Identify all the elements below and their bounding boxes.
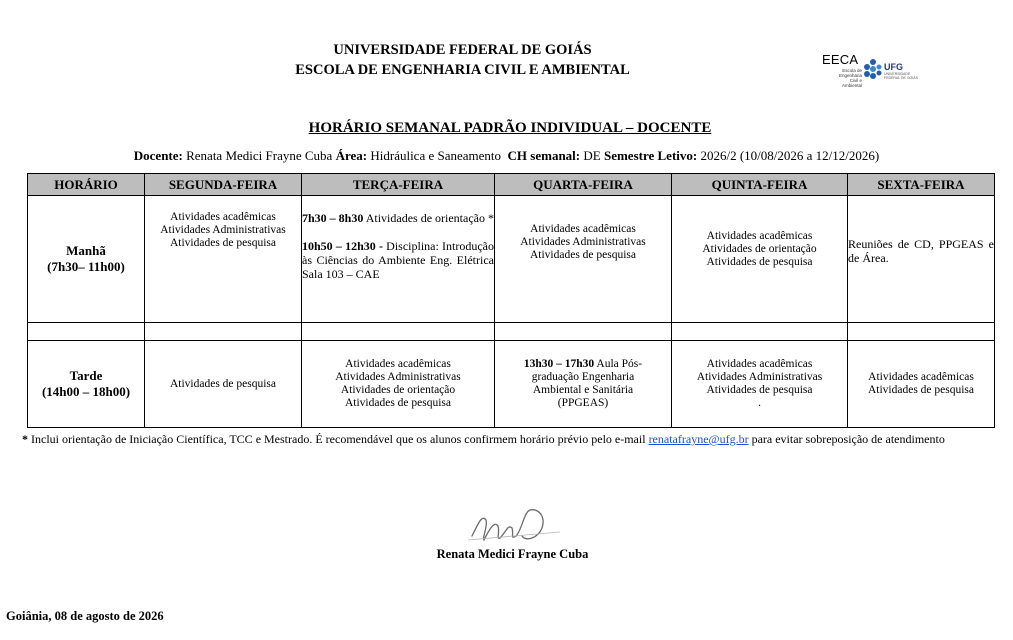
period-tarde-time: (14h00 – 18h00): [41, 384, 131, 399]
document-title: HORÁRIO SEMANAL PADRÃO INDIVIDUAL – DOCENTE: [308, 120, 712, 136]
cell-manha-segunda: [145, 196, 302, 323]
docente-name: Renata Medici Frayne Cuba: [186, 148, 333, 163]
cell-manha-quinta: [672, 196, 848, 323]
header-quinta: QUINTA-FEIRA: [672, 174, 848, 196]
header-segunda: SEGUNDA-FEIRA: [145, 174, 302, 196]
cell-tarde-segunda: [145, 341, 302, 428]
activity-line: Atividades Administrativas: [160, 224, 286, 236]
activity-line: Atividades de orientação: [340, 384, 456, 396]
footnote-star: *: [22, 432, 28, 446]
eeca-logo-text: EECA: [822, 52, 859, 67]
ch-label: CH semanal:: [507, 148, 581, 163]
period-manha-time: (7h30– 11h00): [47, 259, 125, 274]
period-manha: [28, 196, 145, 323]
footnote-text-end: para evitar sobreposição de atendimento: [751, 432, 945, 446]
activity-line: Atividades acadêmicas: [706, 230, 813, 242]
signature-name: Renata Medici Frayne Cuba: [436, 547, 589, 561]
activity-line: Atividades acadêmicas: [345, 358, 451, 370]
slot-time: 7h30 – 8h30: [302, 211, 364, 225]
table-row-manha: [28, 196, 995, 323]
activity-line: Atividades de pesquisa: [867, 384, 975, 396]
cell-manha-sexta: [848, 196, 995, 323]
slot-time: 10h50 – 12h30 -: [302, 239, 383, 253]
activity-line: Atividades de orientação: [702, 243, 817, 255]
activity-line: Atividades de pesquisa: [169, 237, 277, 249]
university-name: UNIVERSIDADE FEDERAL DE GOIÁS: [333, 42, 592, 58]
activity-line: Atividades de pesquisa: [706, 256, 813, 268]
period-tarde: [28, 341, 145, 428]
slot-time: 13h30 – 17h30: [523, 358, 595, 370]
slot-text: Disciplina: Introdução às Ciências do Ambiente Eng. Elétrica Sala 103 – CAE: [302, 239, 494, 281]
docente-info-line: [0, 148, 1013, 164]
area-value: Hidráulica e Saneamento: [370, 148, 502, 163]
area-label: Área:: [335, 148, 368, 163]
activity-line: Atividades Administrativas: [520, 236, 646, 248]
footnote: [22, 431, 1007, 448]
activity-line: Reuniões de CD, PPGEAS e de Área.: [848, 237, 994, 265]
school-name: ESCOLA DE ENGENHARIA CIVIL E AMBIENTAL: [295, 62, 630, 78]
activity-line: (PPGEAS): [557, 397, 609, 409]
activity-line: Atividades acadêmicas: [868, 371, 974, 383]
email-link[interactable]: renatafrayne@ufg.br: [648, 432, 749, 446]
activity-line: Atividades de pesquisa: [706, 384, 813, 396]
ch-value: DE: [583, 148, 601, 163]
header-sexta: SEXTA-FEIRA: [848, 174, 995, 196]
activity-line: Atividades acadêmicas: [170, 211, 276, 223]
activity-line: Atividades de pesquisa: [344, 397, 452, 409]
terca-slot-1: [302, 211, 494, 225]
period-manha-label: Manhã: [66, 243, 106, 258]
activity-line: Atividades Administrativas: [335, 371, 461, 383]
activity-line: Atividades de pesquisa: [529, 249, 637, 261]
terca-slot-2: [302, 239, 494, 281]
ufg-emblem-icon: [862, 58, 884, 80]
ufg-logo-subtitle: UNIVERSIDADE FEDERAL DE GOIÁS: [884, 72, 918, 80]
eeca-logo-subtitle: Escola de Engenharia Civil e Ambiental: [838, 68, 862, 88]
header-quarta: QUARTA-FEIRA: [495, 174, 672, 196]
footnote-text: Inclui orientação de Iniciação Científica, TCC e Mestrado. É recomendável que os alunos confirmem horário prévio pelo e-mail: [31, 432, 646, 446]
cell-tarde-quinta: [672, 341, 848, 428]
activity-line: Atividades de pesquisa: [169, 377, 277, 390]
schedule-table: [27, 173, 995, 428]
signature-image: [464, 502, 574, 548]
header-horario: HORÁRIO: [28, 174, 145, 196]
activity-line: Atividades acadêmicas: [530, 223, 636, 235]
quarta-slot: [495, 358, 671, 371]
activity-line: Atividades acadêmicas: [706, 358, 813, 370]
cell-manha-quarta: [495, 196, 672, 323]
cell-manha-terca: [302, 196, 495, 323]
table-row-tarde: [28, 341, 995, 428]
cell-tarde-terca: [302, 341, 495, 428]
semestre-label: Semestre Letivo:: [603, 148, 698, 163]
table-row-spacer: [28, 323, 995, 341]
activity-line: Ambiental e Sanitária: [532, 384, 634, 396]
eeca-ufg-logo: [822, 52, 922, 88]
activity-line: .: [758, 397, 761, 409]
slot-text: Atividades de orientação *: [365, 211, 494, 225]
activity-line: Atividades Administrativas: [696, 371, 823, 383]
slot-text: Aula Pós-: [596, 358, 643, 370]
header-terca: TERÇA-FEIRA: [302, 174, 495, 196]
cell-tarde-quarta: [495, 341, 672, 428]
period-tarde-label: Tarde: [69, 368, 103, 383]
docente-label: Docente:: [133, 148, 183, 163]
place-date: Goiânia, 08 de agosto de 2026: [6, 609, 164, 623]
activity-line: graduação Engenharia: [531, 371, 635, 383]
ufg-logo-text: UFG: [884, 62, 903, 72]
cell-tarde-sexta: [848, 341, 995, 428]
semestre-value: 2026/2 (10/08/2026 a 12/12/2026): [700, 148, 880, 163]
table-header-row: [28, 174, 995, 196]
